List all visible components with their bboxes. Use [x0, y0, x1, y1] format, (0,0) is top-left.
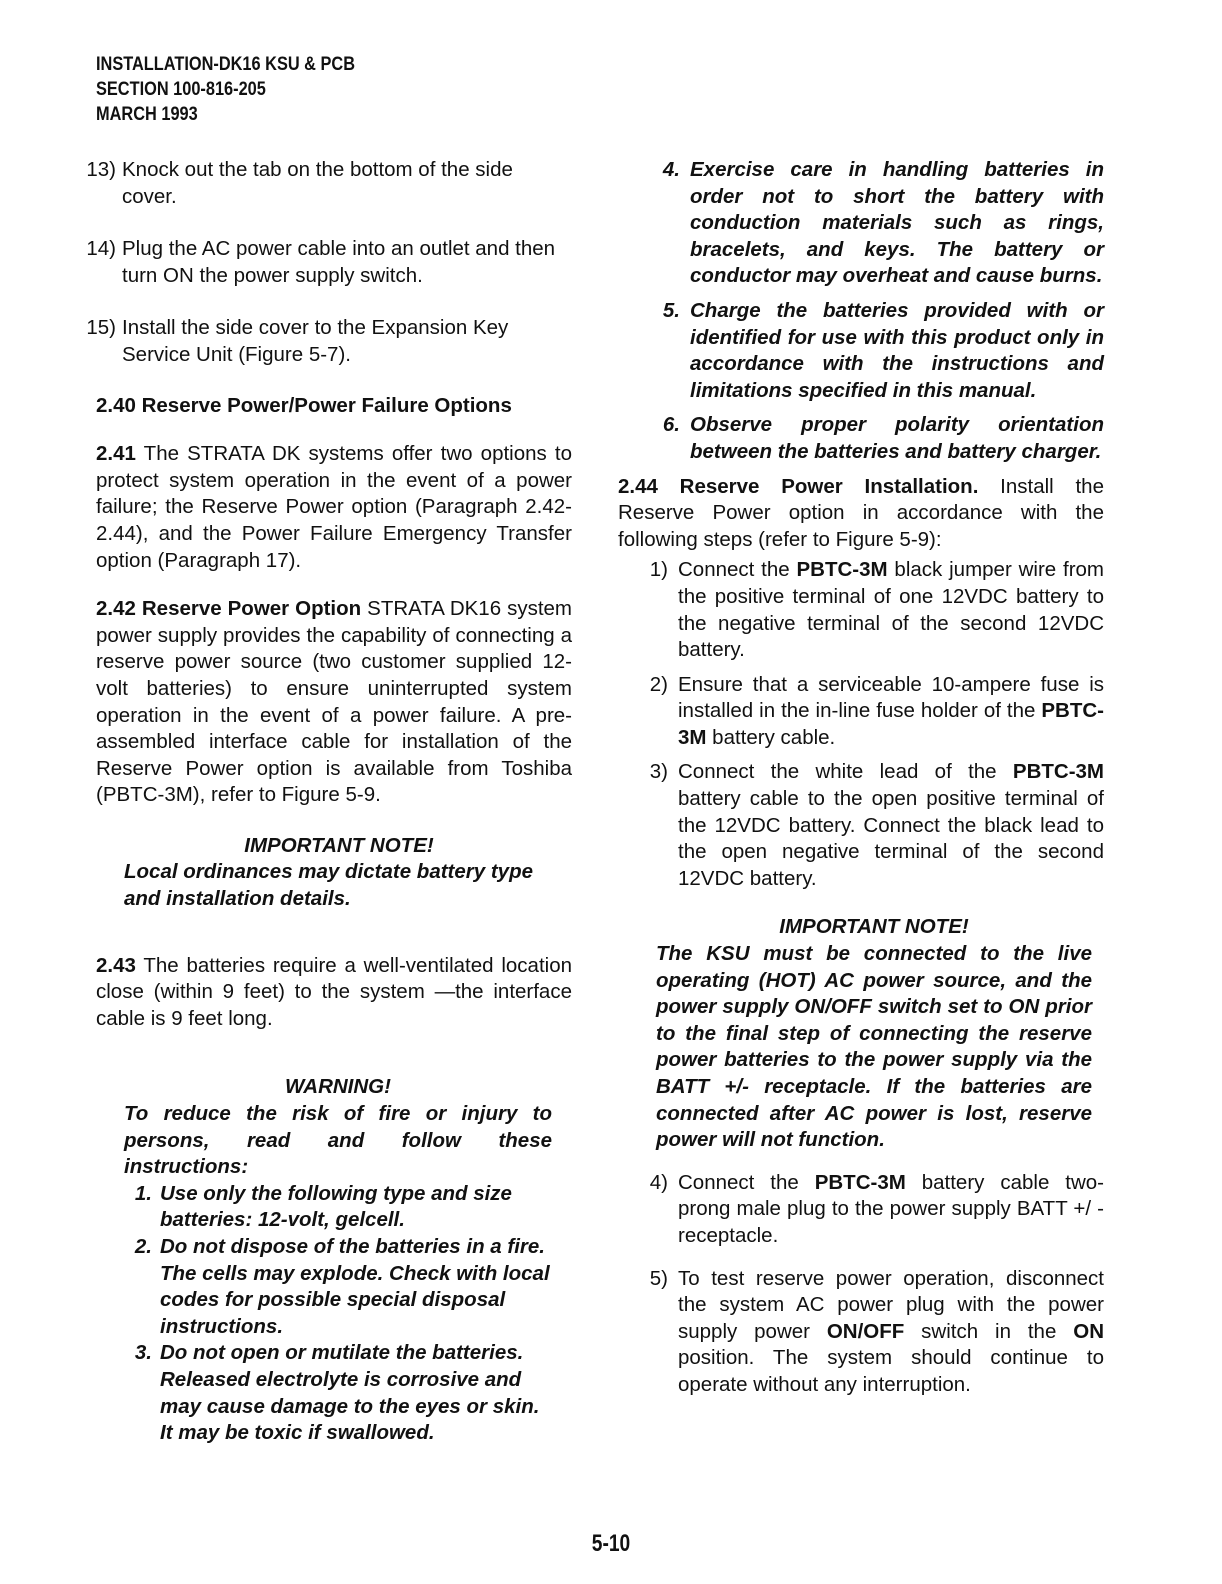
- header-line-date: MARCH 1993: [96, 104, 198, 125]
- install-step-5: [618, 1266, 1104, 1399]
- step-text: Install the side cover to the Expansion Key Service Unit (Figure 5-7).: [122, 316, 509, 366]
- warning-item-text: Charge the batteries provided with or identified for use with this product only in accordance with the instructions and limitations specified in this manual.: [690, 298, 1104, 402]
- warning-item-text: Exercise care in handling batteries in order not to short the battery with conduction materials such as rings, bracelets, and keys. The battery or conductor may overheat and cause burns.: [690, 158, 1104, 288]
- step-13: [78, 157, 572, 210]
- page-number: 5-10: [591, 1530, 631, 1557]
- important-note-2: [618, 914, 1092, 1153]
- step-number: 2): [649, 672, 668, 696]
- step-text: Connect the white lead of the PBTC-3M battery cable to the open positive terminal of the 12VDC battery. Connect the black lead to the open negative terminal of the second 12VDC battery.: [678, 760, 1104, 890]
- warning-item-number: 6.: [662, 413, 680, 437]
- step-number: 15): [86, 316, 116, 340]
- step-text: Connect the PBTC-3M black jumper wire from the positive terminal of one 12VDC battery to the negative terminal of the second 12VDC battery.: [678, 558, 1104, 662]
- step-number: 4): [649, 1170, 668, 1194]
- step-number: 13): [86, 158, 116, 181]
- note-text: Local ordinances may dictate battery type and installation details.: [124, 860, 533, 911]
- header-line-title: INSTALLATION-DK16 KSU & PCB: [96, 54, 356, 75]
- warning-intro: To reduce the risk of fire or injury to persons, read and follow these instructions:: [124, 1102, 552, 1179]
- note-text: The KSU must be connected to the live operating (HOT) AC power source, and the power supply ON/OFF switch set to ON prior to the final step of connecting the reserve power batteries to the power supply via the BATT +/- receptacle. If the batteries are connected after AC power is lost, reserve power will not function.: [656, 942, 1092, 1152]
- header-line-section: SECTION 100-816-205: [96, 79, 266, 100]
- paragraph-text: Install the Reserve Power option in accordance with the following steps (refer to Figure 5-9):: [618, 474, 1104, 551]
- note-title: IMPORTANT NOTE!: [244, 833, 434, 857]
- document-header: [96, 52, 355, 127]
- step-number: 3): [649, 760, 668, 784]
- left-column: [86, 157, 573, 1447]
- warning-item: [650, 298, 1104, 404]
- paragraph-number: 2.44 Reserve Power Installation.: [618, 474, 979, 498]
- warning-item: [124, 1340, 552, 1446]
- paragraph-2-41: [96, 441, 572, 574]
- install-step-3: [618, 759, 1104, 892]
- warning-item-text: Do not open or mutilate the batteries. Released electrolyte is corrosive and may cause damage to the eyes or skin. It may be toxic if swallowed.: [160, 1341, 540, 1445]
- step-text: Knock out the tab on the bottom of the side cover.: [122, 158, 513, 208]
- warning-item-text: Observe proper polarity orientation between the batteries and battery charger.: [690, 413, 1104, 463]
- paragraph-2-44: [618, 474, 1104, 554]
- warning-item: [124, 1234, 552, 1340]
- warning-continued: [618, 157, 1104, 466]
- note-title: IMPORTANT NOTE!: [779, 915, 969, 939]
- warning-item: [124, 1181, 552, 1234]
- paragraph-text: The batteries require a well-ventilated location close (within 9 feet) to the system —the interface cable is 9 feet long.: [96, 953, 572, 1030]
- paragraph-number: 2.42 Reserve Power Option: [96, 597, 362, 621]
- warning-item-number: 3.: [134, 1341, 152, 1365]
- paragraph-text: The STRATA DK systems offer two options to protect system operation in the event of a power failure; the Reserve Power option (Paragraph 2.42-2.44), and the Power Failure Emergency Transfer option (Paragraph 17).: [96, 442, 572, 572]
- warning-item-number: 2.: [134, 1235, 152, 1258]
- warning-title: WARNING!: [285, 1075, 391, 1099]
- step-number: 14): [86, 237, 116, 261]
- paragraph-2-42: [96, 596, 572, 809]
- step-text: Connect the PBTC-3M battery cable two-prong male plug to the power supply BATT +/ - receptacle.: [678, 1170, 1104, 1247]
- warning-item-number: 5.: [662, 298, 680, 322]
- warning-box: [96, 1074, 552, 1446]
- step-number: 1): [649, 558, 668, 582]
- install-step-1: [618, 557, 1104, 663]
- paragraph-number: 2.43: [96, 953, 136, 977]
- step-14: [78, 236, 572, 289]
- warning-item-number: 1.: [134, 1181, 152, 1205]
- right-column: [618, 157, 1104, 1399]
- important-note-1: [96, 833, 554, 913]
- step-text: To test reserve power operation, disconnect the system AC power plug with the power supply power ON/OFF switch in the ON position. The system should continue to operate without any interruption.: [678, 1266, 1104, 1396]
- step-15: [78, 315, 572, 368]
- section-heading-2-40: 2.40 Reserve Power/Power Failure Options: [96, 393, 512, 417]
- warning-item-number: 4.: [662, 158, 680, 181]
- step-number: 5): [649, 1266, 668, 1290]
- paragraph-text: STRATA DK16 system power supply provides the capability of connecting a reserve power source (two customer supplied 12-volt batteries) to ensure uninterrupted system operation in the event of a power failure. A pre-assembled interface cable for installation of the Reserve Power option is available from Toshiba (PBTC-3M), refer to Figure 5-9.: [96, 597, 573, 807]
- paragraph-2-43: [96, 953, 572, 1033]
- step-text: Ensure that a serviceable 10-ampere fuse is installed in the in-line fuse holder of the PBTC-3M battery cable.: [678, 672, 1104, 749]
- warning-item: [650, 412, 1104, 465]
- warning-item-text: Do not dispose of the batteries in a fire. The cells may explode. Check with local codes for possible special disposal instructions.: [160, 1235, 550, 1338]
- paragraph-number: 2.41: [96, 442, 136, 466]
- step-text: Plug the AC power cable into an outlet and then turn ON the power supply switch.: [122, 237, 556, 287]
- warning-item: [650, 157, 1104, 290]
- install-step-4: [618, 1170, 1104, 1250]
- install-step-2: [618, 672, 1104, 752]
- warning-item-text: Use only the following type and size batteries: 12-volt, gelcell.: [160, 1181, 512, 1232]
